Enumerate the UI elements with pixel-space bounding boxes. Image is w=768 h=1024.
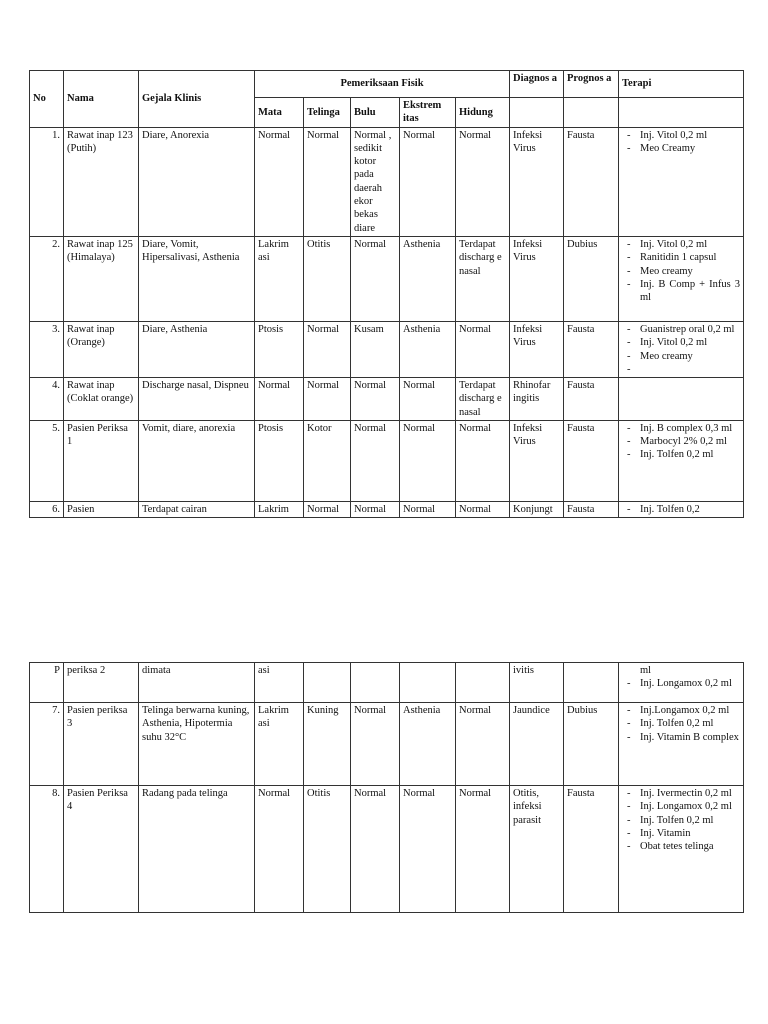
cell-hidung: Normal: [456, 127, 510, 236]
cell-gejala: Diare, Asthenia: [139, 321, 255, 377]
cell-hidung: Terdapat discharg e nasal: [456, 236, 510, 321]
dash-bullet: -: [627, 350, 631, 362]
cell-mata: Ptosis: [255, 321, 304, 377]
cell-prognosa: Fausta: [564, 420, 619, 501]
cell-hidung: Normal: [456, 501, 510, 517]
cell-gejala: Diare, Anorexia: [139, 127, 255, 236]
terapi-item: [622, 840, 740, 853]
terapi-item: [622, 435, 740, 448]
table-body-part-1: [30, 127, 744, 518]
terapi-item-text: Marbocyl 2% 0,2 ml: [640, 436, 727, 448]
terapi-item: [622, 704, 740, 717]
cell-no: 1.: [30, 127, 64, 236]
cell-ekstremitas: Asthenia: [400, 236, 456, 321]
table-body-part-2: [30, 663, 744, 913]
cell-prognosa: Dubius: [564, 236, 619, 321]
cell-gejala: Radang pada telinga: [139, 786, 255, 913]
dash-bullet: -: [627, 265, 631, 277]
terapi-item-text: Inj. Vitamin: [640, 827, 691, 839]
dash-bullet: -: [627, 705, 631, 716]
terapi-item: [622, 336, 740, 349]
cell-prognosa: [564, 663, 619, 703]
header-mata: Mata: [255, 98, 304, 128]
terapi-item: [622, 827, 740, 840]
table-row: [30, 377, 744, 420]
cell-ekstremitas: Normal: [400, 127, 456, 236]
dash-bullet: -: [627, 323, 631, 335]
terapi-item: [622, 448, 740, 461]
cell-diagnosa: Infeksi Virus: [510, 236, 564, 321]
cell-ekstremitas: Asthenia: [400, 703, 456, 786]
dash-bullet: -: [627, 142, 631, 154]
terapi-item-text: Inj. Tolfen 0,2: [640, 503, 700, 515]
cell-ekstremitas: Normal: [400, 377, 456, 420]
cell-nama: Pasien: [64, 501, 139, 517]
cell-diagnosa: Konjungt: [510, 501, 564, 517]
terapi-item-text: Inj. Vitamin B complex: [640, 731, 739, 743]
cell-bulu: Normal: [351, 703, 400, 786]
dash-bullet: -: [627, 449, 631, 461]
table-row: [30, 703, 744, 786]
cell-bulu: Normal: [351, 236, 400, 321]
terapi-item: [622, 503, 740, 516]
header-hidung: Hidung: [456, 98, 510, 128]
cell-diagnosa: ivitis: [510, 663, 564, 703]
terapi-item-text: Meo creamy: [640, 350, 693, 362]
dash-bullet: -: [627, 718, 631, 730]
table-row: [30, 127, 744, 236]
cell-telinga: [304, 663, 351, 703]
cell-mata: Lakrim: [255, 501, 304, 517]
terapi-item-text: Inj. Vitol 0,2 ml: [640, 337, 708, 349]
dash-bullet: -: [627, 129, 631, 141]
header-no: No: [30, 71, 64, 128]
cell-hidung: Normal: [456, 786, 510, 913]
terapi-item: [622, 142, 740, 155]
cell-mata: Normal: [255, 377, 304, 420]
cell-prognosa: Fausta: [564, 321, 619, 377]
table-row: [30, 501, 744, 517]
cell-terapi: [619, 501, 744, 517]
cell-prognosa: Fausta: [564, 501, 619, 517]
cell-telinga: Otitis: [304, 786, 351, 913]
terapi-item-text: Inj. Vitol 0,2 ml: [640, 129, 708, 141]
header-nama: Nama: [64, 71, 139, 128]
cell-nama: Rawat inap (Coklat orange): [64, 377, 139, 420]
cell-bulu: [351, 663, 400, 703]
terapi-list: [622, 503, 740, 516]
dash-bullet: -: [627, 814, 631, 826]
cell-nama: Rawat inap 125 (Himalaya): [64, 236, 139, 321]
cell-ekstremitas: Normal: [400, 420, 456, 501]
dash-bullet: -: [627, 731, 631, 743]
cell-nama: periksa 2: [64, 663, 139, 703]
cell-bulu: Normal: [351, 377, 400, 420]
terapi-item: [622, 278, 740, 305]
cell-hidung: Normal: [456, 321, 510, 377]
cell-no: 4.: [30, 377, 64, 420]
cell-telinga: Normal: [304, 127, 351, 236]
cell-diagnosa: Jaundice: [510, 703, 564, 786]
cell-no: 5.: [30, 420, 64, 501]
cell-terapi: [619, 420, 744, 501]
cell-gejala: dimata: [139, 663, 255, 703]
header-ekstremitas: Ekstrem itas: [400, 98, 456, 128]
terapi-item-text: Meo creamy: [640, 265, 693, 277]
cell-no: 7.: [30, 703, 64, 786]
cell-terapi: [619, 663, 744, 703]
terapi-item: [622, 238, 740, 251]
header-pemeriksaan-fisik: Pemeriksaan Fisik: [255, 71, 510, 98]
cell-hidung: Terdapat discharg e nasal: [456, 377, 510, 420]
terapi-list: [622, 704, 740, 744]
cell-nama: Rawat inap 123 (Putih): [64, 127, 139, 236]
table-row-continued: [30, 663, 744, 703]
clinical-table-part-1: [29, 70, 744, 518]
cell-gejala: Terdapat cairan: [139, 501, 255, 517]
dash-bullet: -: [627, 841, 631, 853]
cell-diagnosa: Infeksi Virus: [510, 321, 564, 377]
cell-no: 6.: [30, 501, 64, 517]
terapi-list: [622, 422, 740, 462]
cell-diagnosa: Rhinofar ingitis: [510, 377, 564, 420]
cell-bulu: Kusam: [351, 321, 400, 377]
cell-terapi: [619, 786, 744, 913]
header-bulu: Bulu: [351, 98, 400, 128]
dash-bullet: -: [627, 363, 631, 375]
cell-prognosa: Fausta: [564, 127, 619, 236]
terapi-item-text: Inj. Longamox 0,2 ml: [640, 801, 732, 813]
terapi-list: [622, 787, 740, 853]
terapi-list: [622, 323, 740, 375]
header-gejala: Gejala Klinis: [139, 71, 255, 128]
dash-bullet: -: [627, 788, 631, 799]
cell-mata: asi: [255, 663, 304, 703]
dash-bullet: -: [627, 422, 631, 434]
cell-terapi: [619, 321, 744, 377]
cell-terapi: [619, 377, 744, 420]
header-diagnosa-sub: [510, 98, 564, 128]
cell-telinga: Normal: [304, 321, 351, 377]
cell-bulu: Normal: [351, 501, 400, 517]
cell-prognosa: Fausta: [564, 377, 619, 420]
cell-hidung: Normal: [456, 703, 510, 786]
terapi-item: [622, 800, 740, 813]
terapi-item-text: Inj. Ivermectin 0,2 ml: [640, 788, 732, 799]
dash-bullet: -: [627, 238, 631, 250]
terapi-item-text: Inj.Longamox 0,2 ml: [640, 705, 730, 716]
header-prognosa: Prognos a: [564, 71, 619, 98]
terapi-item-text: Inj. B Comp + Infus 3 ml: [640, 278, 740, 304]
cell-gejala: Diare, Vomit, Hipersalivasi, Asthenia: [139, 236, 255, 321]
dash-bullet: -: [627, 252, 631, 264]
cell-ekstremitas: [400, 663, 456, 703]
dash-bullet: -: [627, 278, 631, 290]
cell-mata: Ptosis: [255, 420, 304, 501]
cell-bulu: Normal , sedikit kotor pada daerah ekor bekas diare: [351, 127, 400, 236]
cell-diagnosa: Infeksi Virus: [510, 420, 564, 501]
dash-bullet: -: [627, 337, 631, 349]
terapi-list: [622, 129, 740, 156]
cell-telinga: Otitis: [304, 236, 351, 321]
terapi-item-text: Inj. B complex 0,3 ml: [640, 422, 733, 434]
cell-telinga: Normal: [304, 377, 351, 420]
cell-gejala: Telinga berwarna kuning, Asthenia, Hipotermia suhu 32°C: [139, 703, 255, 786]
terapi-item-text: Obat tetes telinga: [640, 841, 714, 853]
cell-no: 2.: [30, 236, 64, 321]
cell-bulu: Normal: [351, 786, 400, 913]
dash-bullet: -: [627, 503, 631, 515]
terapi-item: [622, 129, 740, 142]
terapi-item: [622, 350, 740, 363]
terapi-item-text: Inj. Tolfen 0,2 ml: [640, 449, 714, 461]
cell-terapi: [619, 127, 744, 236]
terapi-item: [622, 731, 740, 744]
terapi-item: [622, 814, 740, 827]
cell-mata: Lakrim asi: [255, 236, 304, 321]
terapi-item-text: Inj. Longamox 0,2 ml: [640, 678, 732, 690]
cell-terapi: [619, 703, 744, 786]
table-row: [30, 786, 744, 913]
table-row: [30, 236, 744, 321]
table-row: [30, 321, 744, 377]
cell-hidung: [456, 663, 510, 703]
terapi-item: [622, 323, 740, 336]
terapi-item: [622, 251, 740, 264]
table-row: [30, 420, 744, 501]
cell-gejala: Vomit, diare, anorexia: [139, 420, 255, 501]
cell-no: 3.: [30, 321, 64, 377]
terapi-item-text: Meo Creamy: [640, 142, 696, 154]
terapi-list: [622, 664, 740, 691]
header-telinga: Telinga: [304, 98, 351, 128]
dash-bullet: -: [627, 436, 631, 448]
cell-ekstremitas: Asthenia: [400, 321, 456, 377]
cell-telinga: Kuning: [304, 703, 351, 786]
cell-mata: Normal: [255, 127, 304, 236]
clinical-table-part-2: [29, 662, 744, 913]
cell-gejala: Discharge nasal, Dispneu: [139, 377, 255, 420]
cell-diagnosa: Otitis, infeksi parasit: [510, 786, 564, 913]
terapi-item-text: Ranitidin 1 capsul: [640, 252, 717, 264]
cell-telinga: Kotor: [304, 420, 351, 501]
cell-terapi: [619, 236, 744, 321]
header-prognosa-sub: [564, 98, 619, 128]
terapi-item-text: Inj. Tolfen 0,2 ml: [640, 814, 714, 826]
dash-bullet: -: [627, 678, 631, 690]
cell-mata: Lakrim asi: [255, 703, 304, 786]
dash-bullet: -: [627, 827, 631, 839]
cell-prognosa: Dubius: [564, 703, 619, 786]
cell-ekstremitas: Normal: [400, 501, 456, 517]
cell-bulu: Normal: [351, 420, 400, 501]
terapi-list: [622, 238, 740, 304]
cell-diagnosa: Infeksi Virus: [510, 127, 564, 236]
cell-nama: Pasien Periksa 4: [64, 786, 139, 913]
cell-no: P: [30, 663, 64, 703]
cell-nama: Pasien periksa 3: [64, 703, 139, 786]
cell-no: 8.: [30, 786, 64, 913]
terapi-item: [622, 265, 740, 278]
cell-hidung: Normal: [456, 420, 510, 501]
cell-nama: Pasien Periksa 1: [64, 420, 139, 501]
terapi-item: [622, 787, 740, 800]
cell-mata: Normal: [255, 786, 304, 913]
cell-telinga: Normal: [304, 501, 351, 517]
dash-bullet: -: [627, 801, 631, 813]
header-diagnosa: Diagnos a: [510, 71, 564, 98]
terapi-item-text: Inj. Tolfen 0,2 ml: [640, 718, 714, 730]
terapi-continued-item: ml: [640, 665, 652, 676]
terapi-item: [622, 422, 740, 435]
cell-prognosa: Fausta: [564, 786, 619, 913]
terapi-item-text: Inj. Vitol 0,2 ml: [640, 238, 708, 250]
cell-ekstremitas: Normal: [400, 786, 456, 913]
terapi-item-text: Guanistrep oral 0,2 ml: [640, 323, 735, 335]
header-terapi: Terapi: [619, 71, 744, 98]
terapi-item: [622, 717, 740, 730]
cell-nama: Rawat inap (Orange): [64, 321, 139, 377]
terapi-item: [622, 677, 740, 690]
header-terapi-sub: [619, 98, 744, 128]
